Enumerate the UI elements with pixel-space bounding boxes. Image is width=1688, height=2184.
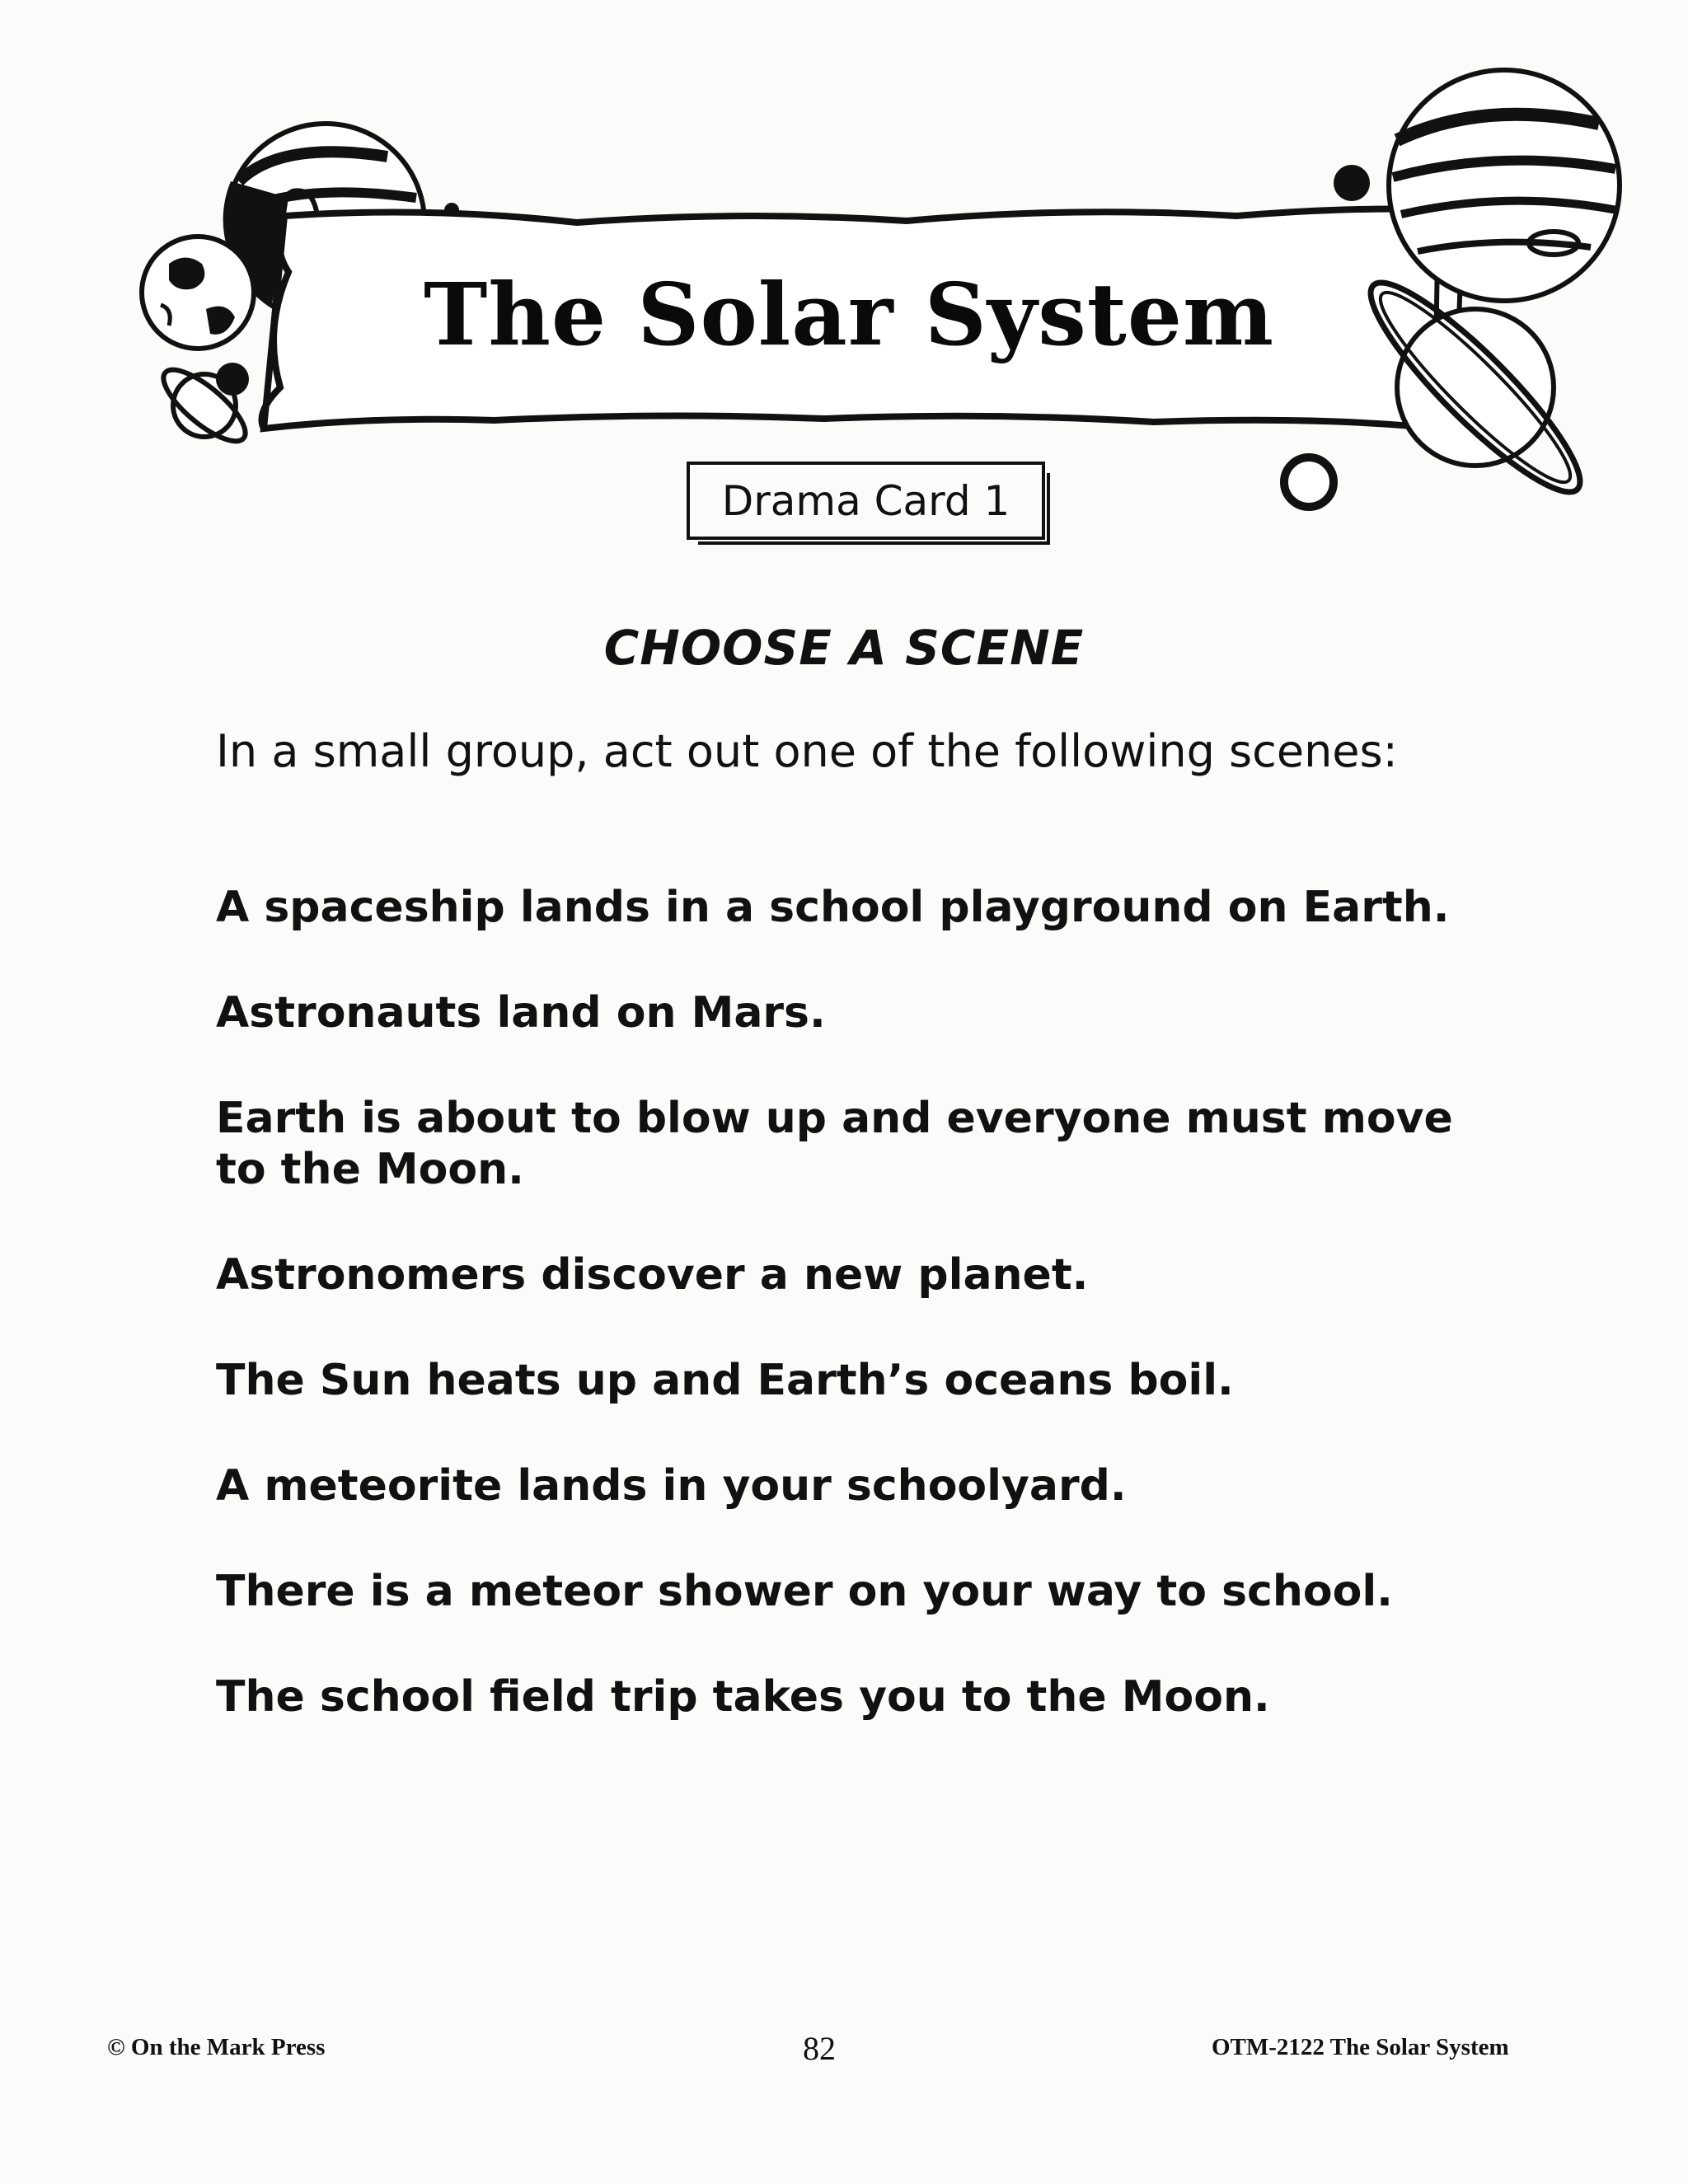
scene-item: Astronauts land on Mars. (216, 988, 826, 1038)
copyright-text: © On the Mark Press (107, 2034, 326, 2060)
section-heading: CHOOSE A SCENE (603, 620, 1085, 676)
scene-item: Earth is about to blow up and everyone must move to the Moon. (216, 1094, 1453, 1194)
product-code: OTM-2122 The Solar System (1212, 2034, 1509, 2060)
scene-item: The Sun heats up and Earth’s oceans boil. (216, 1356, 1234, 1405)
scene-item: There is a meteor shower on your way to school. (216, 1567, 1393, 1616)
instructions-text: In a small group, act out one of the following scenes: (216, 725, 1398, 777)
scene-list (216, 882, 1502, 1722)
scene-item: A spaceship lands in a school playground on Earth. (216, 883, 1450, 932)
scene-item: Astronomers discover a new planet. (216, 1250, 1089, 1300)
scene-item: The school field trip takes you to the Moon. (216, 1672, 1270, 1722)
drama-card-label: Drama Card 1 (687, 462, 1045, 540)
ringed-planet-icon (153, 359, 255, 452)
scene-item: A meteorite lands in your schoolyard. (216, 1461, 1127, 1511)
earth-globe-icon (142, 237, 254, 349)
page-title: The Solar System (423, 264, 1275, 365)
page-number: 82 (803, 2030, 836, 2067)
